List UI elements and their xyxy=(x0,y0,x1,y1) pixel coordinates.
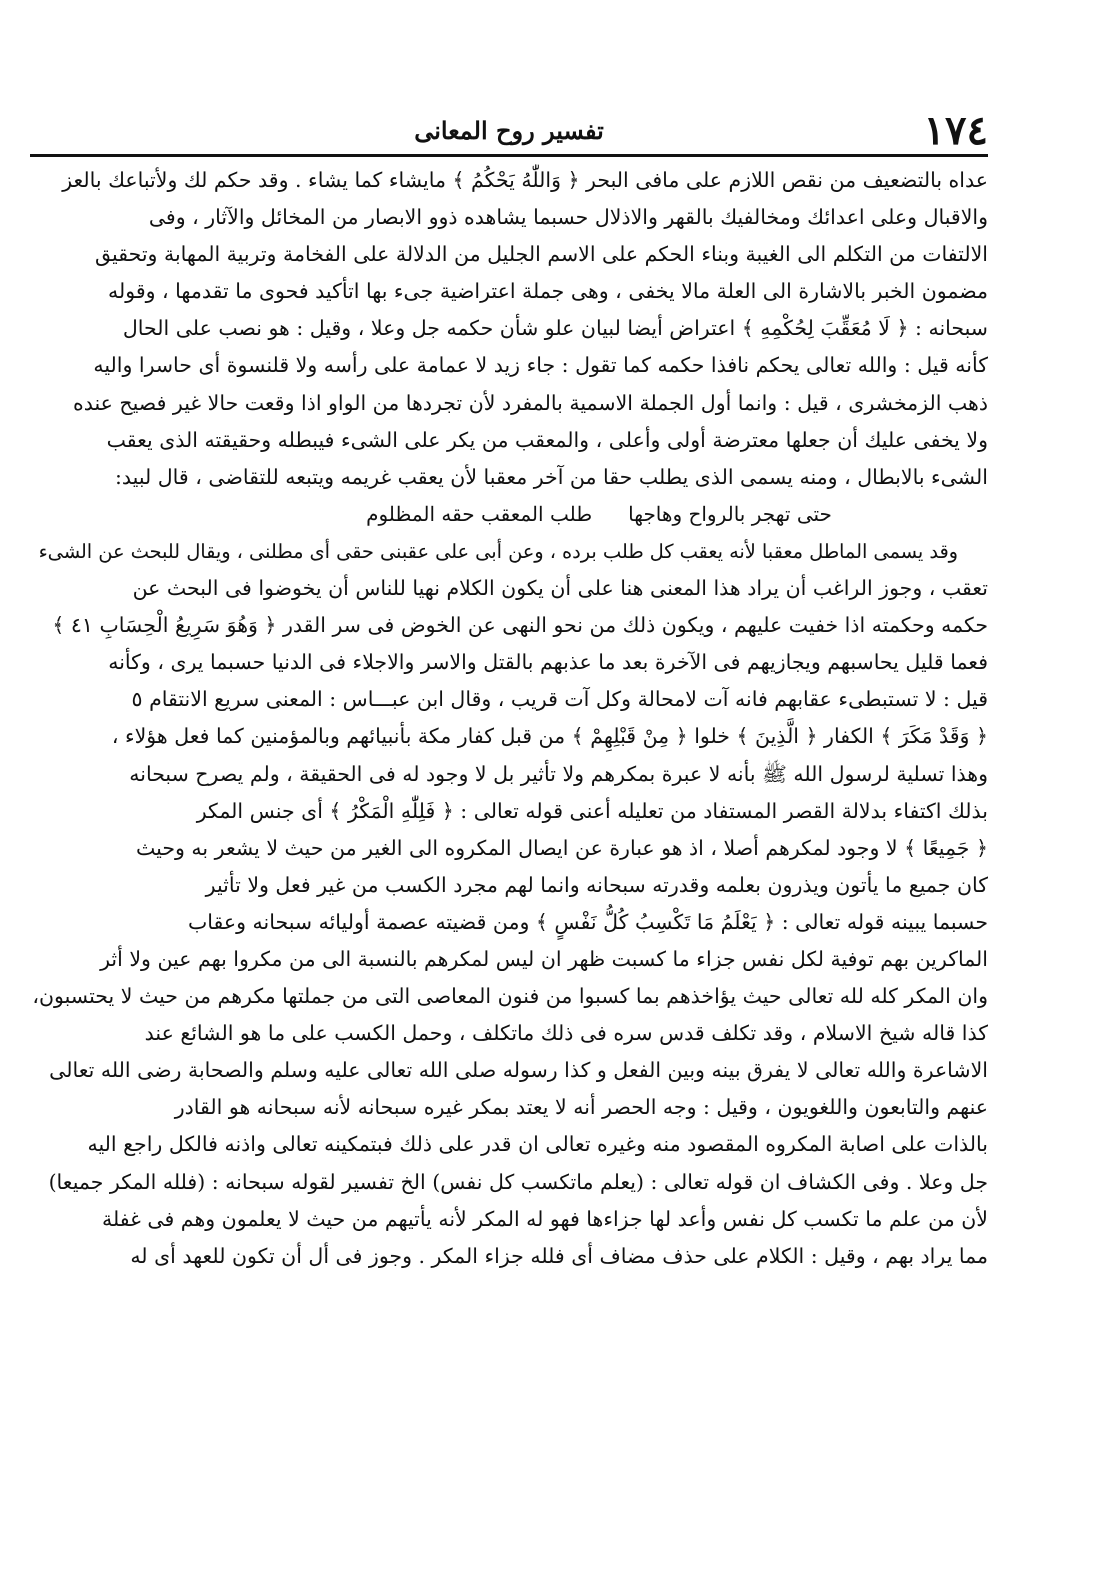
verse-first-hemistich: حتى تهجر بالرواح وهاجها xyxy=(628,501,832,526)
text-line: ذهب الزمخشرى ، قيل : وانما أول الجملة الاسمية بالمفرد لأن تجردها من الواو اذا وقعت حالا غير فصيح عنده xyxy=(72,390,988,415)
page-header xyxy=(30,108,988,157)
text-line: ﴿ جَمِيعًا ﴾ لا وجود لمكرهم أصلا ، اذ هو عبارة عن ايصال المكروه الى الغير من حيث لا يشعر به وحيث xyxy=(136,835,988,860)
text-line: الاشاعرة والله تعالى لا يفرق بينه وبين الفعل و كذا رسوله صلى الله تعالى عليه وسلم والصحابة رضى الله تعالى xyxy=(49,1058,988,1083)
text-line: حكمه وحكمته اذا خفيت عليهم ، ويكون ذلك من نحو النهى عن الخوض فى سر القدر ﴿ وَهُوَ سَرِيعُ الْحِسَابِ ٤١ ﴾ xyxy=(52,613,988,638)
text-line: الشىء بالابطال ، ومنه يسمى الذى يطلب حقا من آخر معقبا لأن يعقب غريمه ويتبعه للتقاضى ، قال لبيد: xyxy=(114,464,988,489)
text-line: كأنه قيل : والله تعالى يحكم نافذا حكمه كما تقول : جاء زيد لا عمامة على رأسه ولا قلنسوة أى حاسرا واليه xyxy=(93,353,988,378)
text-line: قيل : لا تستبطىء عقابهم فانه آت لامحالة وكل آت قريب ، وقال ابن عبـــاس : المعنى سريع الانتقام ٥ xyxy=(131,687,988,712)
text-line: عنهم والتابعون واللغويون ، وقيل : وجه الحصر أنه لا يعتد بمكر غيره سبحانه لأنه سبحانه هو القادر xyxy=(174,1095,988,1120)
text-line: حسبما يبينه قوله تعالى : ﴿ يَعْلَمُ مَا تَكْسِبُ كُلُّ نَفْسٍ ﴾ ومن قضيته عصمة أوليائه سبحانه وعقاب xyxy=(187,909,988,934)
text-line: وقد يسمى الماطل معقبا لأنه يعقب كل طلب برده ، وعن أبى على عقبنى حقى أى مطلنى ، ويقال للبحث عن الشىء xyxy=(38,539,958,563)
text-line: الماكرين بهم توفية لكل نفس جزاء ما كسبت ظهر ان ليس لمكرهم بالنسبة الى من مكروا بهم عين ولا أثر xyxy=(100,946,988,971)
page-number: ١٧٤ xyxy=(923,107,988,154)
text-line: مما يراد بهم ، وقيل : الكلام على حذف مضاف أى فلله جزاء المكر . وجوز فى أل أن تكون للعهد أى له xyxy=(130,1243,988,1268)
body-text xyxy=(30,162,988,1565)
text-line: بالذات على اصابة المكروه المقصود منه وغيره تعالى ان قدر على ذلك فبتمكينه تعالى واذنه فالكل راجع اليه xyxy=(87,1132,988,1157)
text-line: ولا يخفى عليك أن جعلها معترضة أولى وأعلى ، والمعقب من يكر على الشىء فيبطله وحقيقته الذى يعقب xyxy=(106,427,988,452)
page-title: تفسير روح المعانى xyxy=(414,116,604,145)
text-line: والاقبال وعلى اعدائك ومخالفيك بالقهر والاذلال حسبما يشاهده ذوو الابصار من المخائل والآثار ، وفى xyxy=(148,205,988,230)
text-line: كان جميع ما يأتون ويذرون بعلمه وقدرته سبحانه وانما لهم مجرد الكسب من غير فعل ولا تأثير xyxy=(205,872,988,897)
text-line: لأن من علم ما تكسب كل نفس وأعد لها جزاءها فهو له المكر لأنه يأتيهم من حيث لا يعلمون وهم فى غفلة xyxy=(102,1206,988,1231)
text-line: سبحانه : ﴿ لَا مُعَقِّبَ لِحُكْمِهِ ﴾ اعتراض أيضا لبيان علو شأن حكمه جل وعلا ، وقيل : هو نصب على الحال xyxy=(122,316,988,341)
text-line: بذلك اكتفاء بدلالة القصر المستفاد من تعليله أعنى قوله تعالى : ﴿ فَلِلّٰهِ الْمَكْرُ ﴾ أى جنس المكر xyxy=(196,798,988,823)
text-line: الالتفات من التكلم الى الغيبة وبناء الحكم على الاسم الجليل من الدلالة على الفخامة وتربية المهابة وتحقيق xyxy=(94,242,988,267)
text-line: عداه بالتضعيف من نقص اللازم على مافى البحر ﴿ وَاللّٰهُ يَحْكُمُ ﴾ مايشاء كما يشاء . وقد حكم لك ولأتباعك بالعز xyxy=(62,168,988,192)
text-line: مضمون الخبر بالاشارة الى العلة مالا يخفى ، وهى جملة اعتراضية جىء بها اتأكيد فحوى ما تقدمها ، وقوله xyxy=(108,279,988,304)
text-line: كذا قاله شيخ الاسلام ، وقد تكلف قدس سره فى ذلك ماتكلف ، وحمل الكسب على ما هو الشائع عند xyxy=(144,1021,988,1046)
text-line: فعما قليل يحاسبهم ويجازيهم فى الآخرة بعد ما عذبهم بالقتل والاسر والاجلاء فى الدنيا حسبما يرى ، وكأنه xyxy=(108,650,988,675)
verse-second-hemistich: طلب المعقب حقه المظلوم xyxy=(366,501,593,526)
text-line: جل وعلا . وفى الكشاف ان قوله تعالى : (يعلم ماتكسب كل نفس) الخ تفسير لقوله سبحانه : (فلله المكر جميعا) xyxy=(48,1169,988,1194)
text-line: تعقب ، وجوز الراغب أن يراد هذا المعنى هنا على أن يكون الكلام نهيا للناس أن يخوضوا فى البحث عن xyxy=(132,576,988,601)
text-line: وان المكر كله لله تعالى حيث يؤاخذهم بما كسبوا من فنون المعاصى التى من جملتها مكرهم من حيث لا يحتسبون، xyxy=(32,984,988,1009)
text-line: ﴿ وَقَدْ مَكَرَ ﴾ الكفار ﴿ الَّذِينَ ﴾ خلوا ﴿ مِنْ قَبْلِهِمْ ﴾ من قبل كفار مكة بأنبيائهم وبالمؤمنين كما فعل هؤلاء ، xyxy=(111,724,988,749)
text-line: وهذا تسلية لرسول الله ﷺ بأنه لا عبرة بمكرهم ولا تأثير بل لا وجود له فى الحقيقة ، ولم يصرح سبحانه xyxy=(129,761,988,786)
poetry-verse xyxy=(30,496,988,533)
